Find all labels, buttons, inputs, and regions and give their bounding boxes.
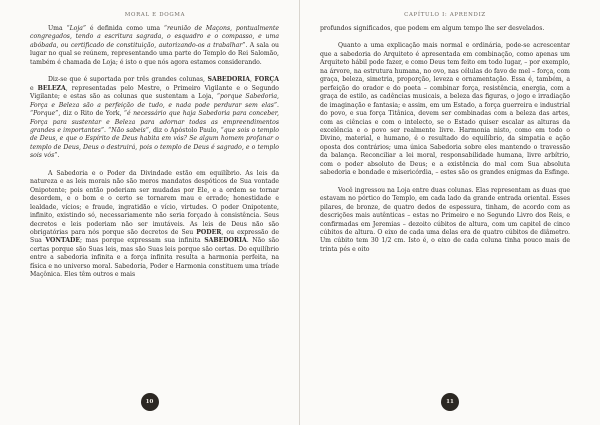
paragraph: profundos significados, que podem em algum tempo lhe ser desvelados. [320, 25, 545, 32]
text-run: . [104, 126, 109, 134]
text-run: . Não são certas porque são Suas leis, mas são Suas leis porque são certas. Do equilíbrio entre a sabedoria infinita e a força infinita resulta a harmonia perfeita, na física e no universo moral. Sabedoria, Poder e Harmonia constituem uma tríade Maçônica. Eles têm outros e mais [30, 237, 279, 279]
text-run: A Sabedoria e o Poder da Divindade estão em equilíbrio. As leis da natureza e as leis morais não são meros mandatos despóticos de Sua vontade Onipotente; pois então poderiam ser mudadas por Ele, e a ordem se tornar desordem, e o bom e o certo se tornarem mau e errado; honestidade e lealdade, vícios; e fraude, ingratidão e vício, virtudes. O poder Onipotente, infinito, existindo só, necessariamente não seria forçado à consistência. Seus decretos e leis poderiam não ser imutáveis. As leis de Deus não são obrigatórias para nós porque são decretos de Seu [30, 169, 279, 236]
text-run: . [277, 101, 279, 109]
left-page-body [30, 25, 279, 280]
page-number-left: 10 [141, 393, 159, 411]
running-head-right: CAPÍTULO I: APRENDIZ [404, 12, 486, 18]
page-number-right: 11 [441, 393, 459, 411]
paragraph [30, 76, 279, 161]
text-run-italic: “porque Sabedoria, Força e Beleza são a perfeição de tudo, e nada pode perdurar sem elas” [30, 93, 279, 109]
text-run: é definida como uma [86, 25, 164, 32]
text-run-bold: FORÇA [254, 76, 279, 84]
text-run-italic: “Porque” [30, 110, 59, 118]
paragraph [30, 25, 279, 67]
text-run-bold: PODER [196, 228, 222, 236]
text-run: , [250, 76, 255, 84]
running-head-left: MORAL E DOGMA [124, 12, 186, 18]
text-run: . A sala ou lugar no qual se reúnem, representando uma parte do Templo do Rei Salomão, também é chamada de Loja; é isto o que nós agora estamos considerando. [30, 41, 279, 66]
text-run: , diz o Apóstolo Paulo, [148, 126, 221, 134]
paragraph: Você ingressou na Loja entre duas colunas. Elas representam as duas que estavam no pórtico do Templo, em cada lado da grande entrada oriental. Esses pilares, de bronze, de quatro dedos de espessura, tinham, de acordo com as descrições mais autênticas – estas no Primeiro e no Segundo Livro dos Reis, e confirmadas em Jeremias – dezoito cúbitos de altura, com um capitel de cinco cúbitos de altura. O eixo de cada uma delas era de quatro cúbitos de diâmetro. Um cúbito tem 30 1/2 cm. Isto é, o eixo de cada coluna tinha pouco mais de trinta pés e oito [320, 186, 570, 253]
text-run: e [30, 84, 38, 92]
text-run-bold: BELEZA [37, 84, 66, 92]
text-run: . [57, 152, 60, 160]
text-run: ; mas porque expressam sua infinita [80, 237, 205, 245]
right-page [300, 0, 600, 425]
text-run: Uma [48, 25, 67, 32]
text-run: Diz-se que é suportada por três grandes colunas, [48, 76, 208, 84]
text-run-italic: “que sois o templo de Deus, e que o Espírito de Deus habita em vós? Se algum homem profanar o templo de Deus, Deus o destruirá, pois o templo de Deus é sagrado, e o templo sois vós” [30, 126, 280, 160]
text-run-bold: SABEDORIA [207, 76, 251, 84]
text-run-italic: “reunião de Maçons, pontualmente congregados, tendo a escritura sagrada, o esquadro e o compasso, e uma abóbada, ou certificado de constituição, autorizando-os a trabalhar” [30, 25, 279, 49]
text-run-italic: “Loja” [66, 25, 87, 32]
paragraph [30, 170, 279, 280]
text-run-bold: VONTADE [45, 237, 80, 245]
right-page-body [320, 25, 570, 254]
text-run-bold: SABEDORIA [204, 237, 247, 245]
text-run-italic: “Não sabeis” [108, 126, 149, 134]
text-run-italic: “é necessário que haja Sabedoria para conceber, Força para sustentar e Beleza para adornar todas as empreendimentos grandes e importantes” [30, 110, 279, 134]
text-run: , ou expressão de Sua [30, 228, 279, 245]
text-run: , diz o Rito de York, [58, 110, 124, 118]
paragraph: Quanto a uma explicação mais normal e ordinária, pode-se acrescentar que a sabedoria do Arquiteto é apresentada em combinação, como apenas um Arquiteto hábil pode fazer, e como Deus tem feito em todo lugar, – por exemplo, na árvore, na estrutura humana, no ovo, nas células do favo de mel – força, com graça, beleza, simetria, proporção, leveza e ornamentação. Essa é, também, a perfeição do orador e do poeta – combinar força, resistência, energia, com a graça de estilo, as cadências musicais, a beleza das figuras, o jogo e irradiação de imaginação e fantasia; e assim, em um Estado, a força guerreira e industrial do povo, e sua força Titânica, devem ser combinadas com a beleza das artes, com as ciências e com o intelecto, se o Estado quiser escalar as alturas da excelência e o povo ser realmente livre. Harmonia nisto, como em todo o Divino, material, e humano, é o resultado do equilíbrio, da simpatia e ação oposta dos contrários; uma única Sabedoria sobre eles mantendo o travessão da balança. Reconciliar a lei moral, responsabilidade humana, livre arbítrio, com o poder absoluto de Deus; e a existência do mal com Sua absoluta sabedoria e bondade e misericórdia, – estes são os grandes enigmas da Esfinge. [320, 42, 570, 177]
text-run: , representadas pelo Mestre, o Primeiro Vigilante e o Segundo Vigilante; e estas são as colunas que sustentam a Loja, [30, 84, 279, 101]
